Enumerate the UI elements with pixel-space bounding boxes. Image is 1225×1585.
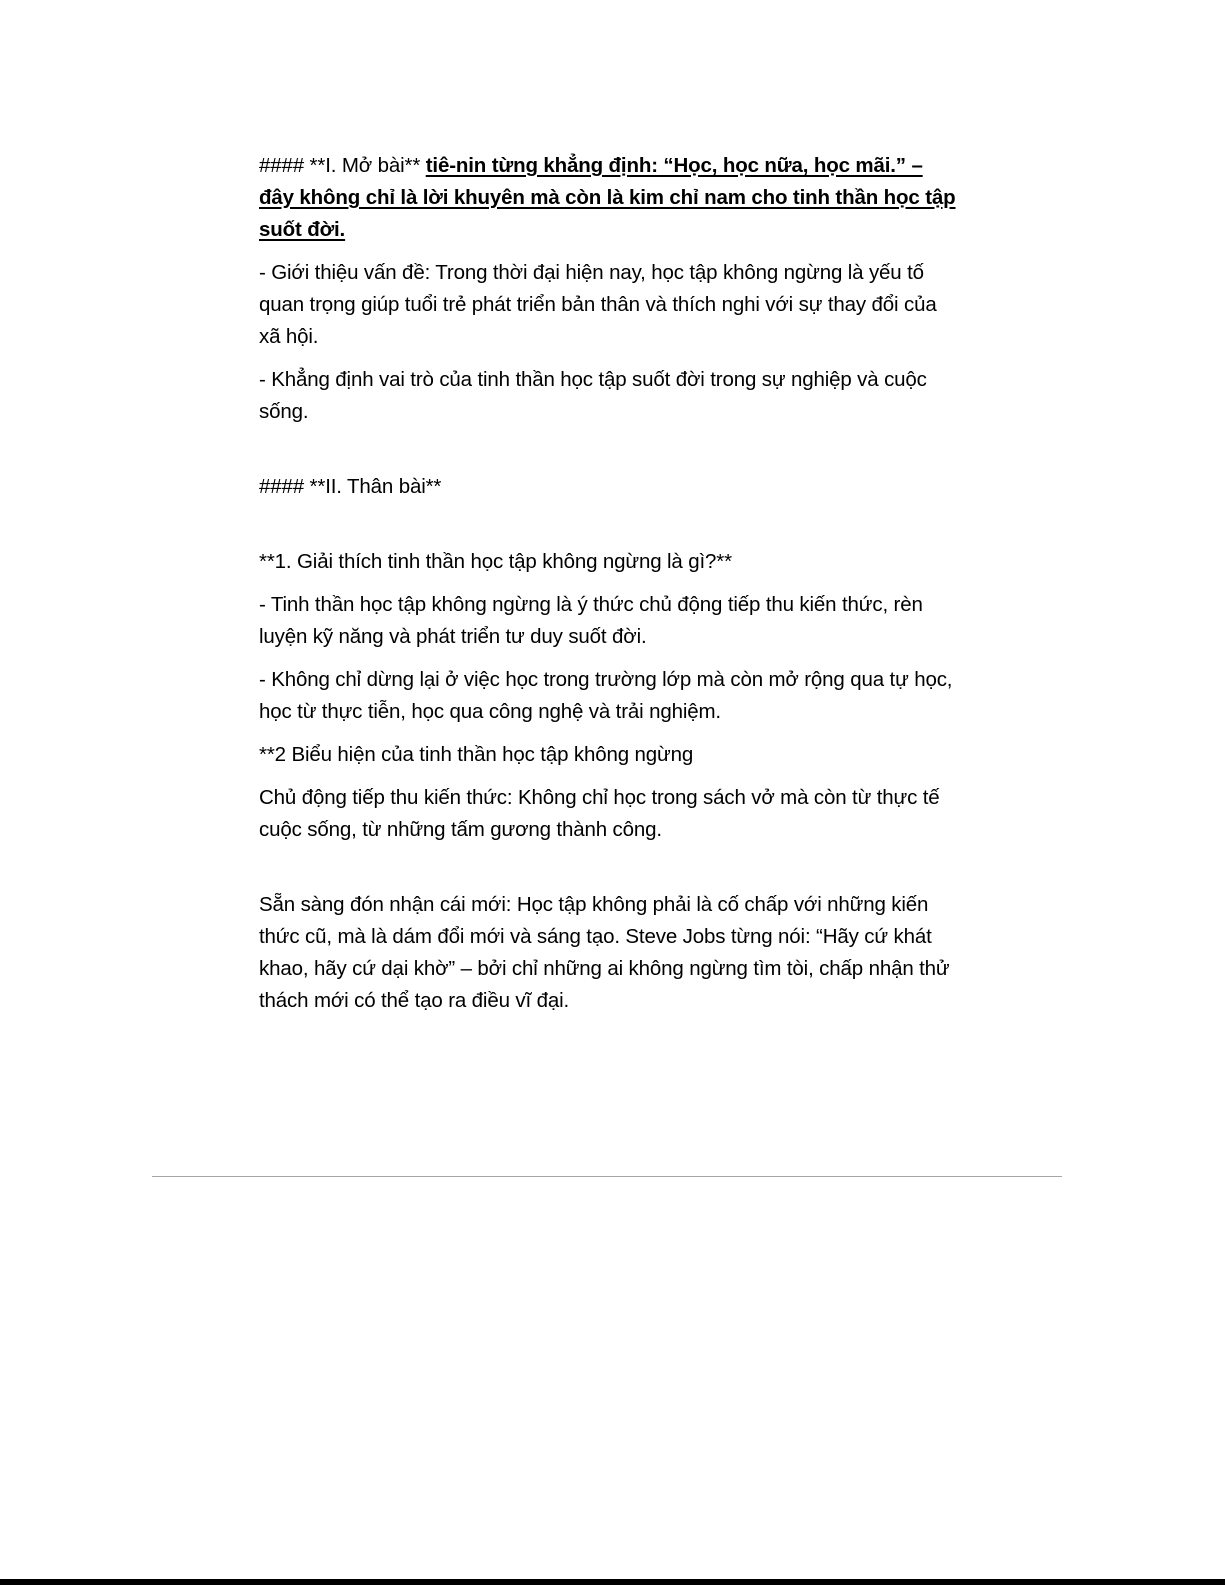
heading-mo-bai-quote: tiê-nin từng khẳng định: “Học, học nữa, học mãi.” – đây không chỉ là lời khuyên mà còn là kim chỉ nam cho tinh thần học tập suốt đời.: [259, 154, 956, 241]
subsection-1-paragraph-2: - Không chỉ dừng lại ở việc học trong trường lớp mà còn mở rộng qua tự học, học từ thực tiễn, học qua công nghệ và trải nghiệm.: [259, 668, 953, 723]
page-divider: [152, 1176, 1062, 1177]
heading-mo-bai: [259, 150, 959, 246]
subheading-2: **2 Biểu hiện của tinh thần học tập không ngừng: [259, 743, 694, 766]
subheading-1: **1. Giải thích tinh thần học tập không ngừng là gì?**: [259, 550, 732, 573]
intro-paragraph-1: - Giới thiệu vấn đề: Trong thời đại hiện nay, học tập không ngừng là yếu tố quan trọng giúp tuổi trẻ phát triển bản thân và thích nghi với sự thay đổi của xã hội.: [259, 261, 937, 348]
document-body: [259, 150, 959, 1028]
heading-mo-bai-prefix: #### **I. Mở bài**: [259, 154, 426, 177]
heading-than-bai: #### **II. Thân bài**: [259, 475, 442, 498]
subsection-1-paragraph-1: - Tinh thần học tập không ngừng là ý thức chủ động tiếp thu kiến thức, rèn luyện kỹ năng và phát triển tư duy suốt đời.: [259, 593, 923, 648]
intro-paragraph-2: - Khẳng định vai trò của tinh thần học tập suốt đời trong sự nghiệp và cuộc sống.: [259, 368, 927, 423]
subsection-2-paragraph-2: Sẵn sàng đón nhận cái mới: Học tập không phải là cố chấp với những kiến thức cũ, mà là dám đổi mới và sáng tạo. Steve Jobs từng nói: “Hãy cứ khát khao, hãy cứ dại khờ” – bởi chỉ những ai không ngừng tìm tòi, chấp nhận thử thách mới có thể tạo ra điều vĩ đại.: [259, 893, 950, 1012]
subsection-2-paragraph-1: Chủ động tiếp thu kiến thức: Không chỉ học trong sách vở mà còn từ thực tế cuộc sống, từ những tấm gương thành công.: [259, 786, 940, 841]
bottom-edge-bar: [0, 1579, 1225, 1585]
